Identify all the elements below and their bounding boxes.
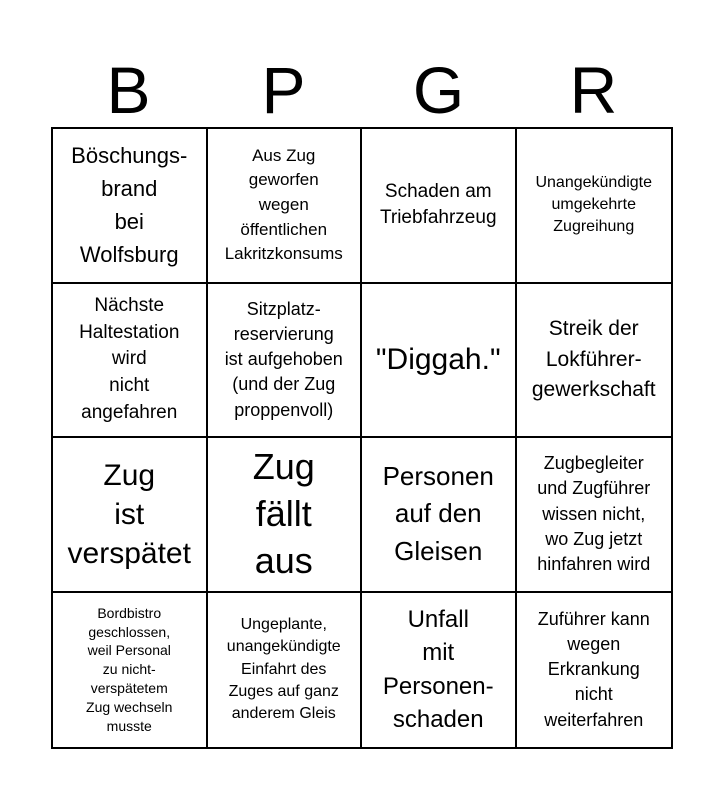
cell-label: Zuführer kann wegen Erkrankung nicht weiterfahren xyxy=(537,608,650,730)
cell-label: Böschungs- brand bei Wolfsburg xyxy=(71,143,188,268)
bingo-cell-r0-c3[interactable] xyxy=(517,129,672,284)
cell-label: Schaden am Triebfahrzeug xyxy=(379,180,497,229)
bingo-cell-r1-c2[interactable] xyxy=(362,284,517,439)
bingo-cell-r2-c1[interactable] xyxy=(208,438,363,593)
bingo-cell-r3-c1[interactable] xyxy=(208,593,363,748)
cell-label: Zug ist verspätet xyxy=(67,458,191,570)
cell-label: Personen auf den Gleisen xyxy=(382,460,494,567)
cell-label: Unangekündigte umgekehrte Zugreihung xyxy=(535,173,653,236)
cell-label: Aus Zug geworfen wegen öffentlichen Lakritzkonsums xyxy=(224,145,343,264)
bingo-cell-r3-c0[interactable] xyxy=(53,593,208,748)
bingo-grid xyxy=(51,127,673,749)
bingo-header xyxy=(51,52,671,128)
bingo-cell-r2-c3[interactable] xyxy=(517,438,672,593)
bingo-cell-r3-c3[interactable] xyxy=(517,593,672,748)
cell-label: Streik der Lokführer- gewerkschaft xyxy=(531,317,656,401)
header-letter-g: G xyxy=(412,53,465,127)
bingo-cell-r2-c2[interactable] xyxy=(362,438,517,593)
bingo-cell-r2-c0[interactable] xyxy=(53,438,208,593)
bingo-cell-r0-c0[interactable] xyxy=(53,129,208,284)
bingo-cell-r1-c3[interactable] xyxy=(517,284,672,439)
cell-label: Zugbegleiter und Zugführer wissen nicht, wo Zug jetzt hinfahren wird xyxy=(537,453,651,575)
bingo-cell-r0-c2[interactable] xyxy=(362,129,517,284)
cell-label: Bordbistro geschlossen, weil Personal zu nicht- verspätetem Zug wechseln musste xyxy=(86,604,173,734)
bingo-cell-r3-c2[interactable] xyxy=(362,593,517,748)
header-letter-b: B xyxy=(106,53,151,127)
header-letter-r: R xyxy=(569,53,618,127)
bingo-cell-r0-c1[interactable] xyxy=(208,129,363,284)
cell-label: Ungeplante, unangekündigte Einfahrt des Zuges auf ganz anderem Gleis xyxy=(226,615,341,723)
cell-label: Nächste Haltestation wird nicht angefahren xyxy=(79,295,180,423)
bingo-cell-r1-c0[interactable] xyxy=(53,284,208,439)
cell-label: Unfall mit Personen- schaden xyxy=(382,605,494,734)
cell-label: "Diggah." xyxy=(375,343,501,377)
cell-label: Zug fällt aus xyxy=(252,446,315,581)
cell-label: Sitzplatz- reservierung ist aufgehoben (und der Zug proppenvoll) xyxy=(224,298,343,420)
bingo-cell-r1-c1[interactable] xyxy=(208,284,363,439)
header-letter-p: P xyxy=(261,53,306,127)
